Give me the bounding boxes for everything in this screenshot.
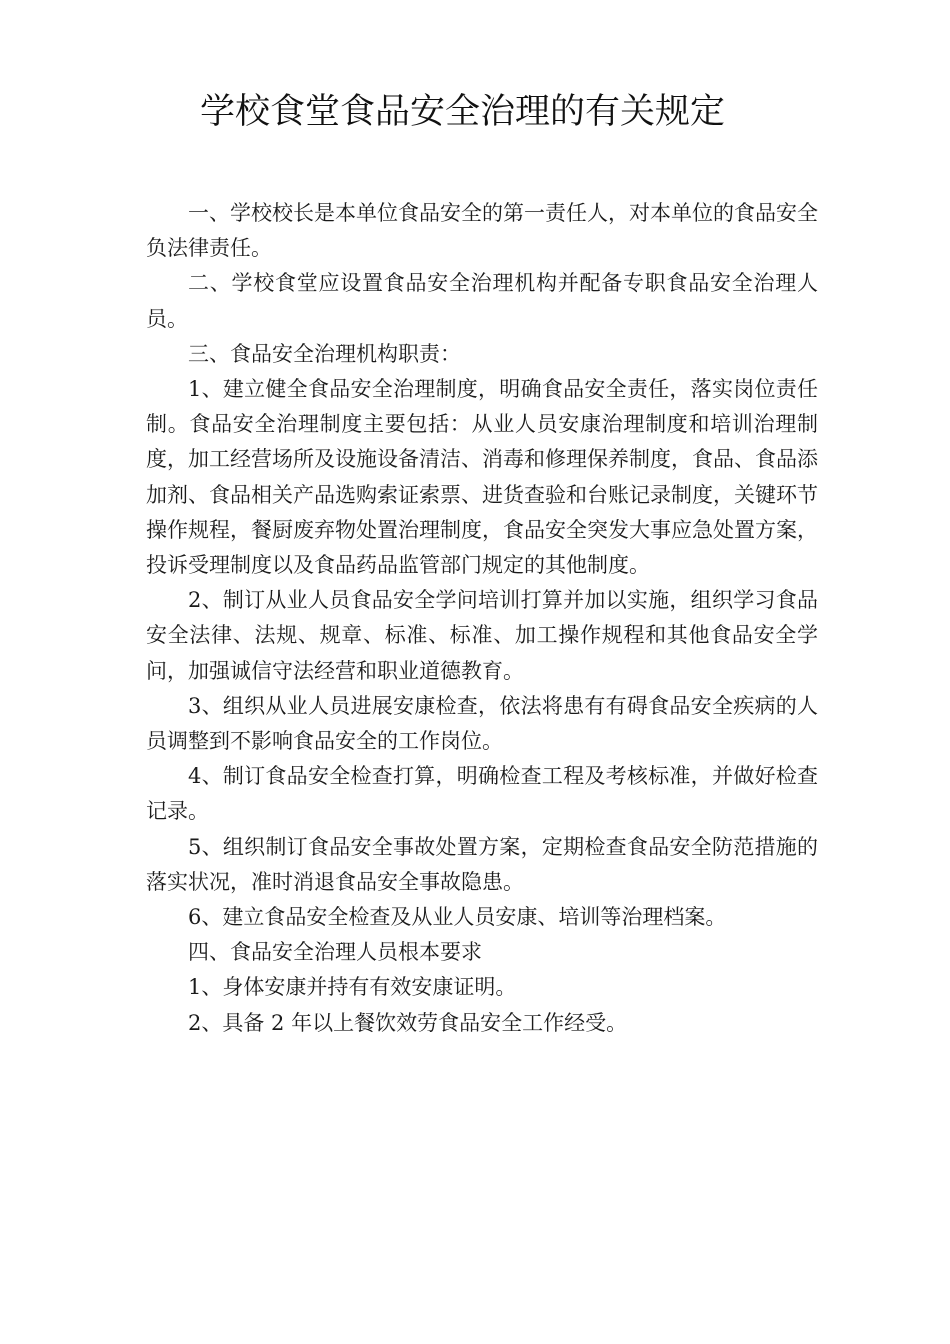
document-title: 学校食堂食品安全治理的有关规定: [199, 92, 725, 132]
paragraph: 二、学校食堂应设置食品安全治理机构并配备专职食品安全治理人员。: [146, 271, 818, 331]
paragraph: 一、学校校长是本单位食品安全的第一责任人，对本单位的食品安全负法律责任。: [146, 201, 818, 261]
paragraph: 1、身体安康并持有有效安康证明。: [188, 975, 517, 1000]
paragraph: 4、制订食品安全检查打算，明确检查工程及考核标准，并做好检查记录。: [146, 764, 818, 824]
document-body: [146, 196, 818, 1041]
paragraph: 5、组织制订食品安全事故处置方案，定期检查食品安全防范措施的落实状况，准时消退食品安全事故隐患。: [146, 834, 818, 894]
paragraph: 四、食品安全治理人员根本要求: [188, 940, 482, 965]
paragraph: 三、食品安全治理机构职责：: [188, 341, 461, 366]
paragraph: 6、建立食品安全检查及从业人员安康、培训等治理档案。: [188, 905, 727, 930]
paragraph: 2、制订从业人员食品安全学问培训打算并加以实施，组织学习食品安全法律、法规、规章、标准、标准、加工操作规程和其他食品安全学问，加强诚信守法经营和职业道德教育。: [146, 588, 818, 683]
paragraph: 2、具备 2 年以上餐饮效劳食品安全工作经受。: [188, 1010, 628, 1035]
paragraph: 1、建立健全食品安全治理制度，明确食品安全责任，落实岗位责任制。食品安全治理制度主要包括：从业人员安康治理制度和培训治理制度，加工经营场所及设施设备清洁、消毒和修理保养制度，食品、食品添加剂、食品相关产品选购索证索票、进货查验和台账记录制度，关键环节操作规程，餐厨废弃物处置治理制度，食品安全突发大事应急处置方案，投诉受理制度以及食品药品监管部门规定的其他制度。: [146, 377, 818, 578]
paragraph: 3、组织从业人员进展安康检查，依法将患有有碍食品安全疾病的人员调整到不影响食品安全的工作岗位。: [146, 693, 818, 754]
